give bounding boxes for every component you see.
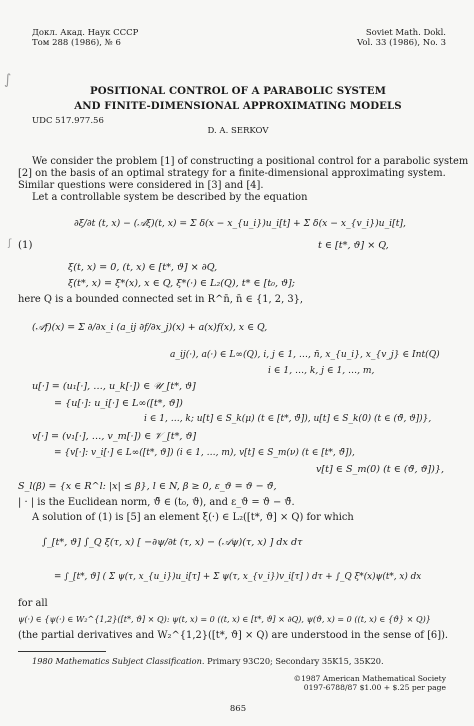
- journal-header-left: Докл. Акад. Наук СССР Том 288 (1986), № 6: [32, 28, 139, 48]
- intro-line-2: [2] on the basis of an optimal strategy for a finite-dimensional approximating system.: [18, 168, 446, 179]
- here-line: here Q is a bounded connected set in R^n̄, n̄ ∈ {1, 2, 3},: [18, 294, 304, 305]
- page-number: 865: [229, 704, 247, 714]
- integral-line-2: = ∫_[t*, ϑ] ( Σ ψ(τ, x_{u_i})u_i[τ] + Σ ψ(τ, x_{v_i})v_i[τ] ) dτ + ∫_Q ξ*(x)ψ(t*, x) dx: [54, 572, 422, 582]
- v-set-line-3: v[t] ∈ S_m(0) (t ∈ (ϑ̄, ϑ])},: [316, 464, 445, 475]
- equation-label: (1): [18, 240, 33, 251]
- for-all: for all: [18, 598, 48, 609]
- operator-conditions-1: a_ij(·), a(·) ∈ L∞(Q), i, j ∈ 1, …, n̄, x_{u_i}, x_{v_j} ∈ Int(Q): [170, 350, 440, 360]
- v-set-line-2: = {v[·]: v_i[·] ∈ L∞([t*, ϑ]) (i ∈ 1, …, m), v[t] ∈ S_m(ν) (t ∈ [t*, ϑ̄]),: [54, 448, 355, 458]
- scan-mark-left-2: ʃ: [8, 238, 12, 249]
- paper-title-line1: POSITIONAL CONTROL OF A PARABOLIC SYSTEM: [90, 85, 386, 97]
- intro-line-4: Let a controllable system be described by the equation: [32, 192, 308, 203]
- operator-conditions-2: i ∈ 1, …, k, j ∈ 1, …, m,: [268, 366, 375, 376]
- s-definition: S_l(β) = {x ∈ R^l: |x| ≤ β}, l ∈ N, β ≥ 0, ε_ϑ = ϑ − ϑ̄,: [18, 481, 277, 492]
- author: D. A. SERKOV: [207, 126, 269, 136]
- solution-line: A solution of (1) is [5] an element ξ(·) ∈ L₂([t*, ϑ] × Q) for which: [32, 512, 354, 523]
- u-set-line-1: u[·] = (u₁[·], …, u_k[·]) ∈ 𝒰_[t*, ϑ]: [32, 381, 196, 392]
- operator-definition: (𝒜f)(x) = Σ ∂/∂x_i (a_ij ∂f/∂x_j)(x) + a(x)f(x), x ∈ Q,: [32, 322, 268, 333]
- scan-mark-left: ∫: [4, 72, 12, 88]
- test-function-space: ψ(·) ∈ {ψ(·) ∈ W₂^{1,2}([t*, ϑ] × Q): ψ(t, x) = 0 ((t, x) ∈ [t*, ϑ] × ∂Q), ψ(ϑ, x) = 0 ((t, x) ∈ {ϑ} × Q)}: [18, 614, 431, 624]
- partial-derivatives-note: (the partial derivatives and W₂^{1,2}([t*, ϑ] × Q) are understood in the sense of [6]).: [18, 630, 449, 641]
- intro-line-1: We consider the problem [1] of constructing a positional control for a parabolic system: [32, 156, 469, 167]
- u-set-line-2: = {u[·]: u_i[·] ∈ L∞([t*, ϑ]): [54, 398, 183, 409]
- intro-line-3: Similar questions were considered in [3] and [4].: [18, 180, 264, 191]
- msc-footnote: 1980 Mathematics Subject Classification. Primary 93C20; Secondary 35K15, 35K20.: [32, 656, 384, 666]
- equation-1-main: ∂ξ/∂t (t, x) − (𝒜ξ)(t, x) = Σ δ(x − x_{u_i})u_i[t] + Σ δ(x − x_{v_i})u_i[t],: [74, 218, 406, 229]
- footnote-rule: [18, 651, 106, 652]
- equation-1-initial: ξ(t*, x) = ξ*(x), x ∈ Q, ξ*(·) ∈ L₂(Q), t* ∈ [t₀, ϑ];: [68, 278, 295, 289]
- paper-title-line2: AND FINITE-DIMENSIONAL APPROXIMATING MODELS: [74, 100, 402, 112]
- page: [4, 0, 469, 726]
- norm-line: | · | is the Euclidean norm, ϑ̄ ∈ (t₀, ϑ), and ε_ϑ = ϑ − ϑ̄.: [18, 497, 295, 508]
- copyright: ©1987 American Mathematical Society 0197-6788/87 $1.00 + $.25 per page: [293, 674, 446, 692]
- equation-1-domain: t ∈ [t*, ϑ] × Q,: [318, 240, 389, 251]
- u-set-line-3: i ∈ 1, …, k; u[t] ∈ S_k(μ) (t ∈ [t*, ϑ̄]), u[t] ∈ S_k(0) (t ∈ (ϑ̄, ϑ])},: [144, 414, 432, 424]
- integral-line-1: ∫_[t*, ϑ] ∫_Q ξ(τ, x) [ −∂ψ/∂t (τ, x) − (𝒜ψ)(τ, x) ] dx dτ: [42, 537, 303, 548]
- journal-header-right: Soviet Math. Dokl. Vol. 33 (1986), No. 3: [356, 28, 446, 48]
- udc-code: UDC 517.977.56: [32, 116, 104, 126]
- v-set-line-1: v[·] = (v₁[·], …, v_m[·]) ∈ 𝒱_[t*, ϑ]: [32, 431, 197, 442]
- equation-1-boundary: ξ(t, x) = 0, (t, x) ∈ [t*, ϑ] × ∂Q,: [68, 262, 218, 273]
